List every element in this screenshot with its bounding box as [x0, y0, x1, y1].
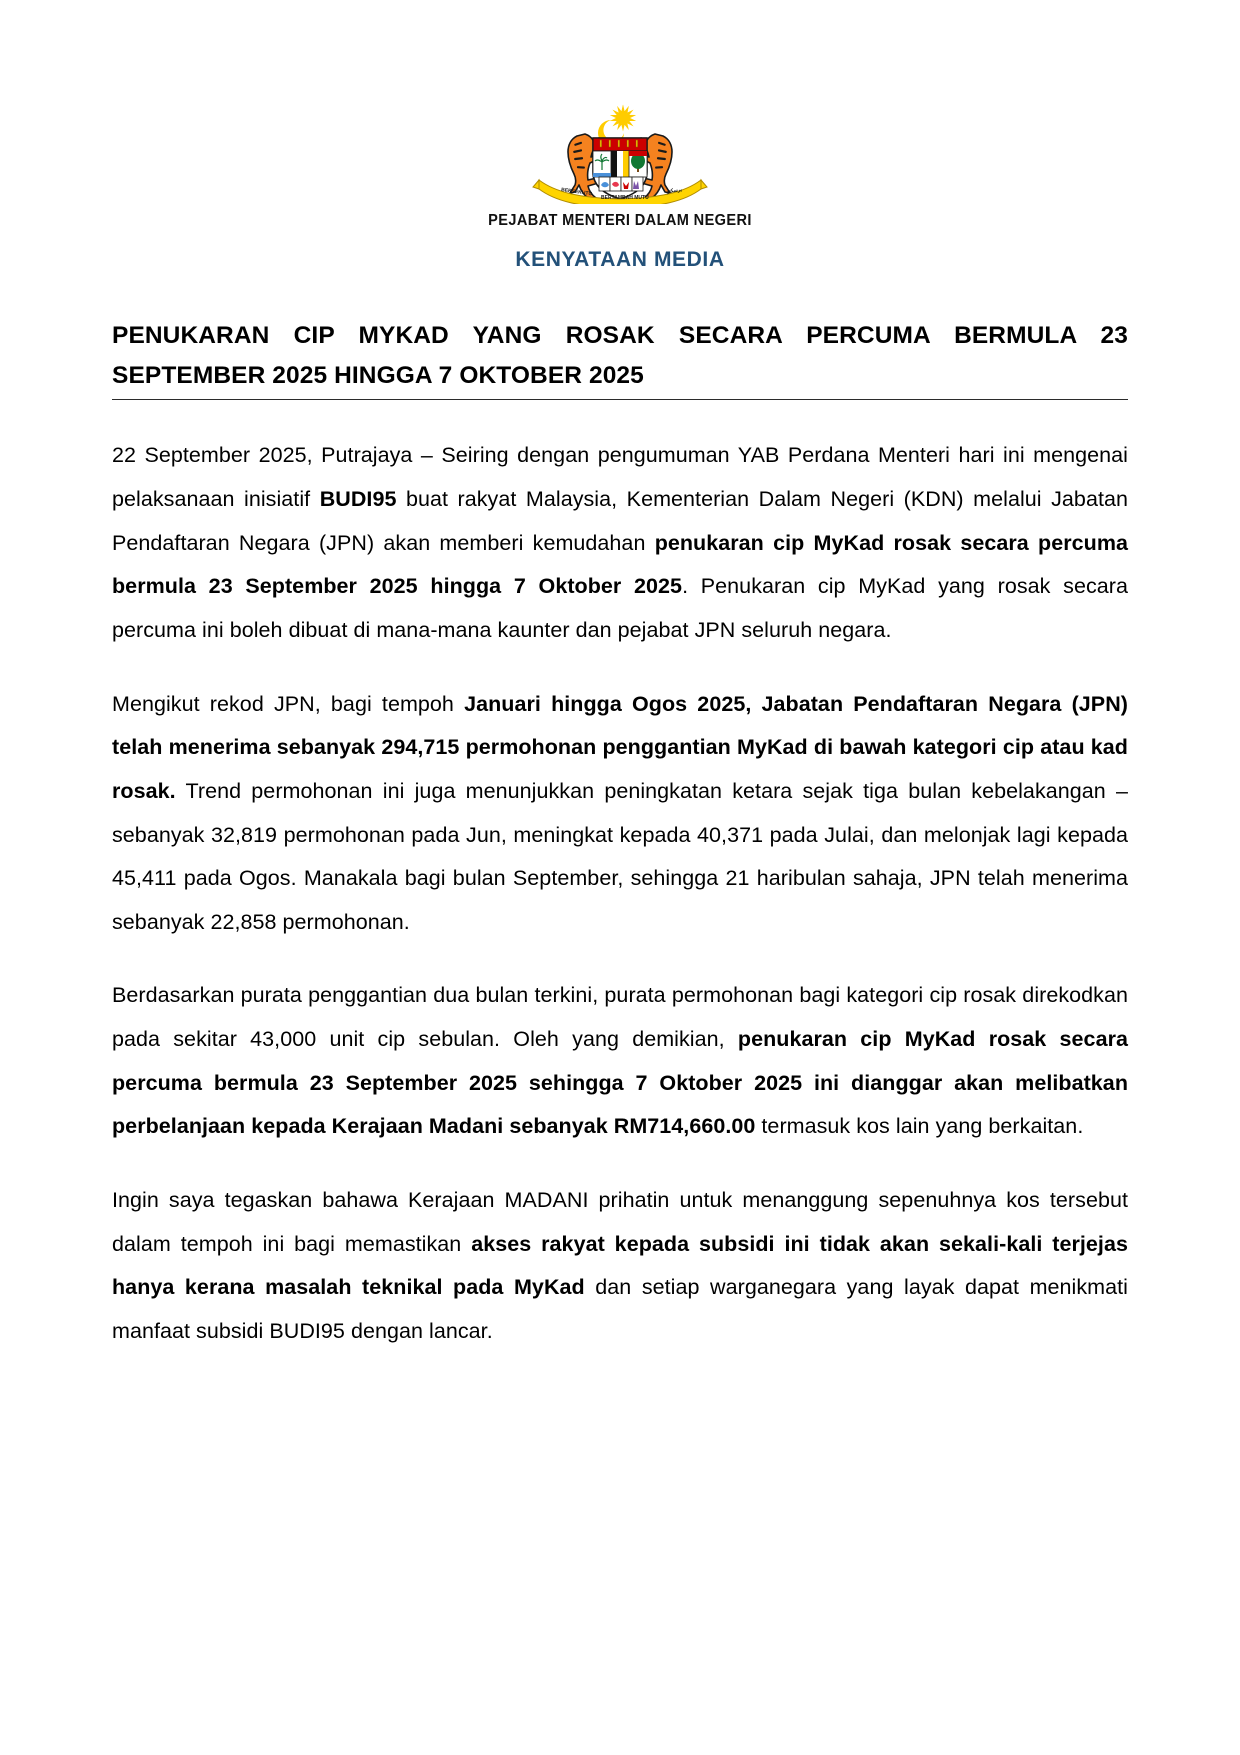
- ministry-name-label: PEJABAT MENTERI DALAM NEGERI: [488, 212, 752, 229]
- jata-negara-crest-icon: [515, 96, 725, 204]
- document-body: [112, 434, 1128, 1353]
- body-paragraph: [112, 683, 1128, 945]
- title-block: [112, 316, 1128, 400]
- emphasis-text: Januari hingga Ogos 2025, Jabatan Pendaftaran Negara (JPN) telah menerima sebanyak 294,715 permohonan penggantian MyKad di bawah kategori cip atau kad rosak.: [112, 691, 1128, 803]
- body-text: 22 September 2025, Putrajaya – Seiring dengan pengumuman YAB Perdana Menteri hari ini mengenai pelaksanaan inisiatif: [112, 443, 1128, 512]
- body-text: dan setiap warganegara yang layak dapat menikmati manfaat subsidi BUDI95 dengan lancar.: [112, 1275, 1128, 1343]
- body-text: Ingin saya tegaskan bahawa Kerajaan MADANI prihatin untuk menanggung sepenuhnya kos tersebut dalam tempoh ini bagi memastikan: [112, 1187, 1128, 1256]
- shield-icon: [593, 138, 647, 199]
- body-text: Mengikut rekod JPN, bagi tempoh: [112, 691, 465, 716]
- emphasis-text: BUDI95: [319, 487, 397, 512]
- page-title: PENUKARAN CIP MYKAD YANG ROSAK SECARA PERCUMA BERMULA 23 SEPTEMBER 2025 HINGGA 7 OKTOBER 2025: [112, 322, 1128, 389]
- emphasis-text: penukaran cip MyKad rosak secara percuma bermula 23 September 2025 hingga 7 Oktober 2025: [112, 530, 1128, 599]
- media-statement-label: KENYATAAN MEDIA: [515, 248, 725, 271]
- emphasis-text: akses rakyat kepada subsidi ini tidak akan sekali-kali terjejas hanya kerana masalah teknikal pada MyKad: [112, 1231, 1128, 1300]
- svg-text:برسكتو: برسكتو: [666, 186, 683, 195]
- body-text: Berdasarkan purata penggantian dua bulan terkini, purata permohonan bagi kategori cip rosak direkodkan pada sekitar 43,000 unit cip sebulan. Oleh yang demikian,: [112, 983, 1128, 1052]
- body-paragraph: [112, 974, 1128, 1149]
- body-text: Trend permohonan ini juga menunjukkan peningkatan ketara sejak tiga bulan kebelakangan – sebanyak 32,819 permohonan pada Jun, meningkat kepada 40,371 pada Julai, dan melonjak lagi kepada 45,411 pada Ogos. Manakala bagi bulan September, sehingga 21 haribulan sahaja, JPN telah menerima sebanyak 22,858 permohonan.: [112, 778, 1128, 934]
- crest-container: [112, 96, 1128, 204]
- document-header: [112, 0, 1128, 272]
- body-paragraph: [112, 1179, 1128, 1354]
- svg-text:BERSEKUTU: BERSEKUTU: [560, 187, 593, 198]
- body-text: . Penukaran cip MyKad yang rosak secara percuma ini boleh dibuat di mana-mana kaunter dan pejabat JPN seluruh negara.: [112, 574, 1128, 642]
- title-divider: [112, 399, 1128, 400]
- body-text: buat rakyat Malaysia, Kementerian Dalam Negeri (KDN) melalui Jabatan Pendaftaran Negara (JPN) akan memberi kemudahan: [112, 487, 1128, 555]
- emphasis-text: penukaran cip MyKad rosak secara percuma bermula 23 September 2025 sehingga 7 Oktober 2025 ini dianggar akan melibatkan perbelanjaan kepada Kerajaan Madani sebanyak RM714,660.00: [112, 1027, 1128, 1139]
- body-text: termasuk kos lain yang berkaitan.: [755, 1114, 1084, 1139]
- body-paragraph: [112, 434, 1128, 652]
- svg-text:BERTAMBAH MUTU: BERTAMBAH MUTU: [601, 195, 649, 201]
